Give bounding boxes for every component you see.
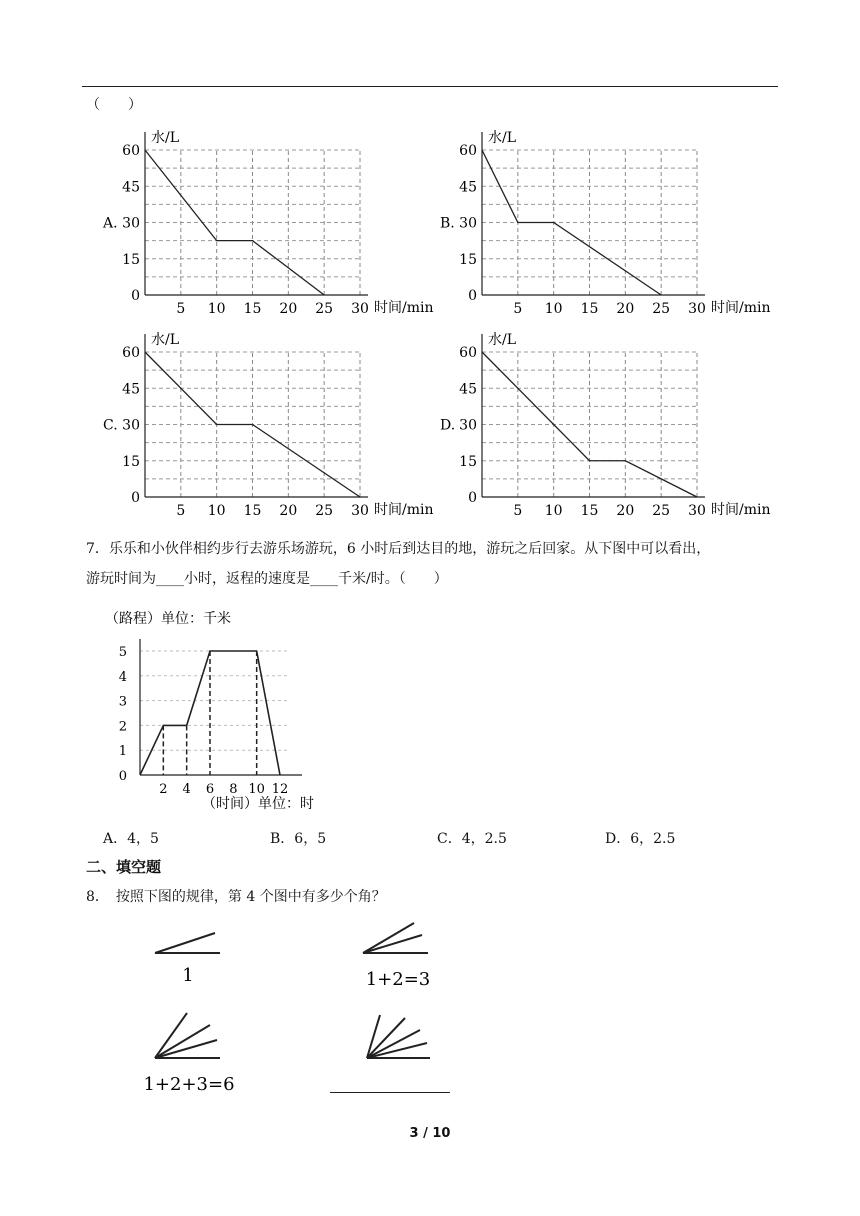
y-tick-label: 15 xyxy=(459,453,477,470)
y-tick-label: 0 xyxy=(131,288,140,304)
x-tick-label: 15 xyxy=(580,301,599,317)
x-tick-label: 30 xyxy=(351,301,369,317)
x-tick-label: 5 xyxy=(513,301,523,317)
y-axis-label: 水/L xyxy=(151,130,180,146)
x-tick-label: 20 xyxy=(279,301,298,317)
answer-blank xyxy=(330,1092,450,1093)
choice-a: A．4，5 xyxy=(103,831,159,847)
x-tick-label: 10 xyxy=(544,301,563,317)
x-axis-label: 时间/min xyxy=(711,300,771,316)
x-tick-label: 12 xyxy=(271,782,289,797)
water-line xyxy=(482,150,661,295)
figure-3 xyxy=(155,1013,220,1058)
y-tick-label: 60 xyxy=(122,345,140,361)
section-title: 二、填空题 xyxy=(86,858,162,876)
y-tick-label: 45 xyxy=(459,381,477,398)
figure-1 xyxy=(155,933,220,953)
chart-title: （路程）单位：千米 xyxy=(105,611,231,627)
y-tick-label: 45 xyxy=(459,179,477,196)
answer-paren: （ ） xyxy=(86,97,142,113)
y-tick-label: 3 xyxy=(118,694,127,710)
distance-chart xyxy=(105,605,405,815)
y-axis-label: 水/L xyxy=(488,130,517,146)
option-label: B. xyxy=(440,215,455,232)
x-tick-label: 30 xyxy=(688,301,706,317)
x-tick-label: 5 xyxy=(513,503,523,519)
x-axis-label: 时间/min xyxy=(374,502,434,518)
choice-b: B．6，5 xyxy=(270,831,327,847)
x-tick-label: 20 xyxy=(616,301,635,317)
y-tick-label: 60 xyxy=(459,345,477,361)
y-tick-label: 45 xyxy=(122,381,140,398)
page-number: 3 / 10 xyxy=(409,1126,451,1141)
x-tick-label: 25 xyxy=(315,301,334,317)
x-axis-label: 时间/min xyxy=(711,502,771,518)
x-tick-label: 15 xyxy=(243,503,262,519)
x-tick-label: 10 xyxy=(207,503,226,519)
option-label: A. xyxy=(103,215,118,232)
water-chart-b xyxy=(440,129,771,317)
y-tick-label: 15 xyxy=(459,251,477,268)
x-tick-label: 15 xyxy=(243,301,262,317)
x-axis-label: 时间/min xyxy=(374,300,434,316)
x-tick-label: 20 xyxy=(616,503,635,519)
y-tick-label: 45 xyxy=(122,179,140,196)
x-tick-label: 15 xyxy=(580,503,599,519)
x-tick-label: 10 xyxy=(207,301,226,317)
caption-2: 1+2=3 xyxy=(365,969,431,990)
y-tick-label: 1 xyxy=(118,744,127,760)
y-tick-label: 15 xyxy=(122,251,140,268)
y-tick-label: 30 xyxy=(122,417,140,434)
y-axis-label: 水/L xyxy=(488,332,517,348)
y-tick-label: 30 xyxy=(459,417,477,434)
y-tick-label: 0 xyxy=(131,490,140,506)
x-tick-label: 6 xyxy=(205,782,215,797)
x-tick-label: 10 xyxy=(248,782,265,797)
y-tick-label: 4 xyxy=(118,669,127,685)
y-tick-label: 30 xyxy=(459,215,477,232)
figure-2 xyxy=(363,923,428,953)
x-tick-label: 5 xyxy=(176,301,186,317)
x-tick-label: 20 xyxy=(279,503,298,519)
y-tick-label: 2 xyxy=(118,719,127,735)
x-tick-label: 10 xyxy=(544,503,563,519)
y-tick-label: 5 xyxy=(118,645,127,660)
x-tick-label: 5 xyxy=(176,503,186,519)
y-tick-label: 0 xyxy=(468,490,477,506)
x-tick-label: 30 xyxy=(351,503,369,519)
choice-d: D．6，2.5 xyxy=(605,831,676,847)
option-label: D. xyxy=(440,417,456,434)
caption-3: 1+2+3=6 xyxy=(143,1074,235,1095)
y-tick-label: 0 xyxy=(118,769,127,784)
y-tick-label: 60 xyxy=(122,143,140,159)
x-tick-label: 30 xyxy=(688,503,706,519)
y-tick-label: 30 xyxy=(122,215,140,232)
option-label: C. xyxy=(103,417,118,434)
q7-line2: 游玩时间为____小时，返程的速度是____千米/时。（ ） xyxy=(86,571,448,587)
x-tick-label: 25 xyxy=(652,503,671,519)
angle-figures xyxy=(130,915,470,1095)
y-tick-label: 0 xyxy=(468,288,477,304)
y-axis-label: 水/L xyxy=(151,332,180,348)
q8-text: 8． 按照下图的规律，第 4 个图中有多少个角？ xyxy=(86,889,386,905)
water-chart-c xyxy=(103,331,434,519)
x-tick-label: 25 xyxy=(315,503,334,519)
choice-c: C．4，2.5 xyxy=(437,831,507,847)
water-line xyxy=(145,150,324,295)
water-charts xyxy=(95,118,795,528)
figure-4 xyxy=(367,1015,430,1058)
caption-1: 1 xyxy=(182,965,194,986)
water-chart-a xyxy=(102,129,434,317)
header-rule xyxy=(82,86,778,87)
water-chart-d xyxy=(440,331,771,519)
x-tick-label: 8 xyxy=(229,782,238,797)
x-tick-label: 25 xyxy=(652,301,671,317)
x-tick-label: 4 xyxy=(182,782,191,797)
q7-line1: 7．乐乐和小伙伴相约步行去游乐场游玩，6 小时后到达目的地，游玩之后回家。从下图中可以看出， xyxy=(86,541,711,557)
x-tick-label: 2 xyxy=(159,782,168,797)
y-tick-label: 15 xyxy=(122,453,140,470)
x-axis-label: （时间）单位：时 xyxy=(202,796,314,812)
y-tick-label: 60 xyxy=(459,143,477,159)
